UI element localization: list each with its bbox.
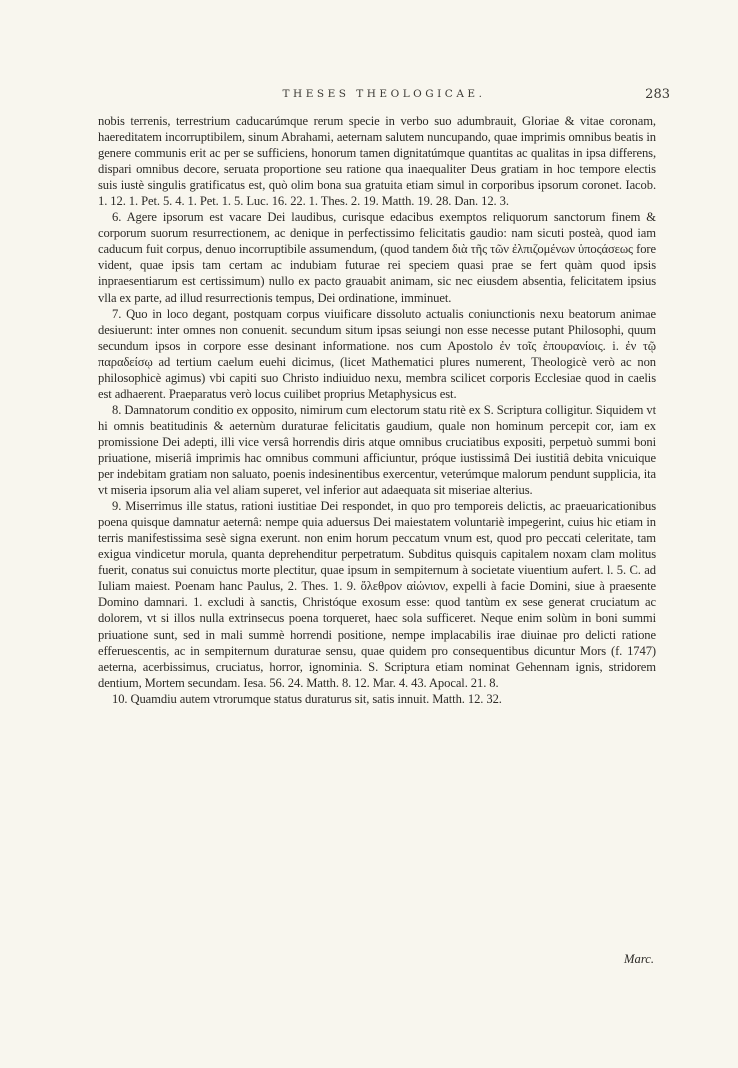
paragraph-8: 8. Damnatorum conditio ex opposito, nimirum cum electorum statu ritè ex S. Scriptura colligitur. Siquidem vt hi omnis beatitudinis & aeternùm duraturae felicitatis gaudium, quale non hominum percepit cor, iam ex promissione Dei adepti, illi vice versâ horrendis diris atque omnibus cruciatibus expositi, perpetuò summi boni priuatione, miseriâ imprimis hac omnibus communi afficiuntur, próque iustissimâ Dei iustitiâ debita vnicuique per indebitam gratiam non saluato, poenis indesinentibus exercentur, veterúmque malorum pendunt supplicia, ita vt miseria ipsorum alia vel aliam superet, vel inferior aut adaequata sit miseriae alterius. — [98, 402, 656, 498]
page-header — [70, 88, 698, 106]
page-number: 283 — [645, 87, 670, 102]
paragraph-7: 7. Quo in loco degant, postquam corpus viuificare dissoluto actualis coniunctionis nexu beatorum animae desiuerunt: inter omnes non conuenit. secundum situm ipsas seiungi non esse necesse putant Philosophi, quum secundum ipsos in corpore esse desinant informatione. nos cum Apostolo ἐν τοῖς ἐπουρανίοις. i. ἐν τῷ παραδείσῳ ad tertium caelum euehi dicimus, (licet Mathematici plures numerent, Theologicè verò ac non philosophicè agimus) vbi capiti suo Christo indiuiduo nexu, membra scilicet corporis Ecclesiae quod in caelis est adhaerent. Praeparatus verò locus cuilibet proprius Metaphysicus est. — [98, 306, 656, 401]
catchword: Marc. — [624, 952, 654, 966]
paragraph-10: 10. Quamdiu autem vtrorumque status duraturus sit, satis innuit. Matth. 12. 32. — [112, 691, 502, 706]
paragraph-continuation: nobis terrenis, terrestrium caducarúmque rerum specie in verbo suo adumbrauit, Gloriae & vitae coronam, haereditatem incorruptibilem, sinum Abrahami, aeternam salutem nuncupando, quae imprimis omnibus beatis in genere communis erit ac per se sufficiens, honorum tamen dignitatúmque quantitas ac qualitas in ipsa differens, dispari omnibus decore, seruata proportione seu ratione qua inaequaliter Deus gratiam in hoc tempore electis suis iustè singulis gratificatus est, quò olim bona sua gratuita etiam simul in corporibus ipsorum coronet. Iacob. 1. 12. 1. Pet. 5. 4. 1. Pet. 1. 5. Luc. 16. 22. 1. Thes. 2. 19. Matth. 19. 28. Dan. 12. 3. — [98, 114, 656, 209]
paragraph-9: 9. Miserrimus ille status, rationi iustitiae Dei respondet, in quo pro temporeis delictis, ac praeuaricationibus poena quisque damnatur aeternâ: nempe quia aduersus Dei maiestatem voluntariè impegerint, cuius hic etiam in terris manifestissima sesè signa exerunt. non enim horum peccatum vnum est, quod pro peccati celeritate, tam exigua vindicetur morula, quanta deprehenditur perpetratum. Subditus quisquis capitalem noxam clam molitus fuerit, conatus sui conuictus morte plectitur, quae ipsum in sempiternum à societate viuentium aufert. l. 5. C. ad Iuliam maiest. Poenam hanc Paulus, 2. Thes. 1. 9. ὄλεθρον αἰώνιον, expelli à facie Domini, siue à praesente Domino damnari. 1. excludi à sanctis, Christóque exosum esse: quod tantùm ex sese generat cruciatum ac dolorem, vt si illos nulla extrinsecus poena torqueret, haec sola sufficeret. Neque enim solùm in boni summi priuatione sunt, sed in mali summè horrendi positione, nempe implacabilis irae diuinae pro delicti ratione efferuescentis, ac in sempiternum duraturae sensu, quae quidem pro consequentibus dicuntur Mors (f. 1747) aeterna, acerbissimus, cruciatus, horror, ignominia. S. Scriptura etiam nominat Gehennam ignis, stridorem dentium, Mortem secundam. Iesa. 56. 24. Matth. 8. 12. Mar. 4. 43. Apocal. 21. 8. — [98, 499, 656, 690]
text-body — [98, 113, 656, 707]
paragraph-6: 6. Agere ipsorum est vacare Dei laudibus, curisque edacibus exemptos reliquorum sanctorum finem & corporum suorum resurrectionem, ac denique in perfectissimo felicitatis gaudio: nam sicuti posteà, quod iam caducum fuit corpus, denuo incorruptibile assumendum, (quod tandem διὰ τῆς τῶν ἐλπιζομένων ὑποςάσεως fore vident, quae ipsis tam certam ac indubiam futurae rei speciem quasi prae se fert quàm quod ipsis inpraesentiarum est certissimum) nullo ex pacto grauabit animam, sic nec eiusdem absentia, felicitatem ipsius vlla ex parte, ad illud resurrectionis tempus, Dei ordinatione, imminuet. — [98, 210, 656, 305]
running-title: THESES THEOLOGICAE. — [282, 88, 486, 100]
